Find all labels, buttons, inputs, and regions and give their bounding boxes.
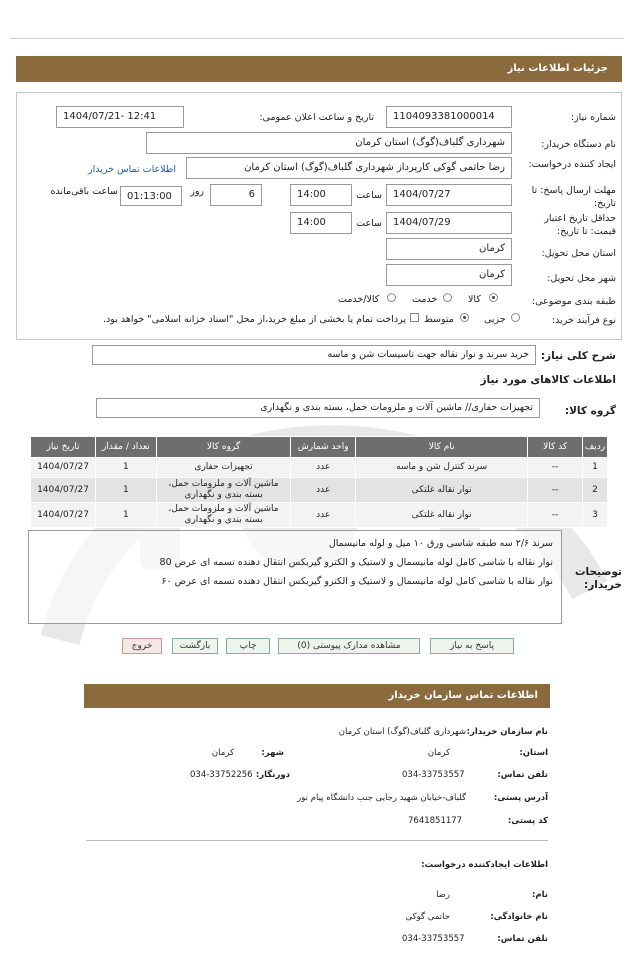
contact-city-value: کرمان: [211, 748, 234, 758]
cell-name: نوار نقاله غلتکی: [356, 503, 528, 528]
province-label: استان محل تحویل:: [541, 248, 616, 259]
process-medium-label: متوسط: [424, 314, 454, 325]
table-row: [31, 503, 608, 528]
summary-label: شرح کلی نیاز:: [540, 350, 616, 362]
process-minor-label: جزیی: [484, 314, 506, 325]
cell-code: --: [528, 503, 583, 528]
table-row: [31, 478, 608, 503]
contact-province-value: کرمان: [427, 748, 450, 758]
category-goods-service-label: کالا/خدمت: [338, 294, 380, 305]
treasury-checkbox[interactable]: [410, 313, 419, 322]
col-group: گروه کالا: [156, 437, 290, 458]
contact-phone-label: تلفن تماس:: [497, 770, 548, 780]
buyer-contact-link[interactable]: اطلاعات تماس خریدار: [87, 164, 176, 175]
category-radio-service[interactable]: [443, 293, 452, 302]
cell-group: ماشین آلات و ملزومات حمل، بسته بندی و نگهداری: [156, 478, 290, 503]
page-title: جزئیات اطلاعات نیاز: [507, 63, 608, 74]
cell-qty: 1: [96, 458, 157, 478]
creator-phone-label: تلفن تماس:: [497, 934, 548, 944]
category-radio-goods[interactable]: [489, 293, 498, 302]
cell-group: تجهیزات حفاری: [156, 458, 290, 478]
day-label: روز: [190, 186, 204, 197]
need-number-field: 1104093381000014: [386, 106, 512, 128]
cell-unit: عدد: [291, 458, 356, 478]
validity-date-field: 1404/07/29: [386, 212, 512, 234]
table-row: [31, 458, 608, 478]
buyer-org-label: نام دستگاه خریدار:: [541, 139, 616, 150]
buyer-note-line: نوار نقاله با شاسی کامل لوله مانیسمال و لاستیک و الکترو گیربکس انتقال دهنده تسمه ای عرض 80: [159, 557, 553, 568]
col-qty: تعداد / مقدار: [96, 437, 157, 458]
category-label: طبقه بندی موضوعی:: [531, 296, 616, 307]
cell-row: 2: [583, 478, 608, 503]
contact-phone-value: 034-33753557: [402, 770, 465, 780]
goods-info-title: اطلاعات کالاهای مورد نیاز: [480, 374, 616, 386]
contact-org-value: شهرداری گلباف(گوگ) استان کرمان: [338, 727, 466, 737]
process-radio-minor[interactable]: [511, 313, 520, 322]
contact-city-label: شهر:: [261, 748, 284, 758]
col-code: کد کالا: [528, 437, 583, 458]
city-label: شهر محل تحویل:: [547, 273, 616, 284]
contact-fax-label: دورنگار:: [255, 770, 290, 780]
buyer-note-line: سرند ۲/۶ سه طبقه شاسی ورق ۱۰ میل و لوله مانیسمال: [328, 538, 553, 549]
contact-header: [84, 684, 550, 708]
category-service-label: خدمت: [412, 294, 438, 305]
goods-group-label: گروه کالا:: [564, 405, 616, 417]
contact-address-label: آدرس پستی:: [493, 793, 548, 803]
cell-date: 1404/07/27: [31, 458, 96, 478]
process-label: نوع فرآیند خرید:: [551, 315, 616, 326]
creator-name-value: رضا: [436, 890, 450, 900]
summary-field: خرید سرند و نوار نقاله جهت تاسیسات شن و ماسه: [92, 345, 536, 365]
buyer-org-field: شهرداری گلباف(گوگ) استان کرمان: [146, 132, 512, 154]
cell-date: 1404/07/27: [31, 478, 96, 503]
validity-time-field: 14:00: [290, 212, 352, 234]
goods-table-wrapper: [30, 436, 608, 528]
validity-label: حداقل تاریخ اعتبار قیمت: تا تاریخ:: [544, 213, 616, 237]
cell-name: سرند کنترل شن و ماسه: [356, 458, 528, 478]
contact-postal-label: کد پستی:: [507, 816, 548, 826]
buyer-notes-label: توضیحات خریدار:: [574, 566, 622, 591]
cell-unit: عدد: [291, 503, 356, 528]
contact-province-label: استان:: [519, 748, 548, 758]
category-goods-label: کالا: [468, 294, 481, 305]
announce-label: تاریخ و ساعت اعلان عمومی:: [259, 112, 374, 123]
cell-row: 1: [583, 458, 608, 478]
category-radio-goods-service[interactable]: [387, 293, 396, 302]
contact-divider: [86, 840, 548, 841]
goods-table-header: [31, 437, 608, 458]
contact-title: اطلاعات تماس سازمان خریدار: [388, 690, 538, 701]
page-header: [16, 56, 622, 82]
validity-time-label: ساعت: [356, 218, 382, 229]
col-date: تاریخ نیاز: [31, 437, 96, 458]
cell-code: --: [528, 458, 583, 478]
creator-phone-value: 034-33753557: [402, 934, 465, 944]
reply-button[interactable]: پاسخ به نیاز: [430, 638, 514, 654]
payment-note: پرداخت تمام یا بخشی از مبلغ خرید،از محل "اسناد خزانه اسلامی" خواهد بود.: [103, 314, 406, 325]
cell-date: 1404/07/27: [31, 503, 96, 528]
creator-label: ایجاد کننده درخواست:: [528, 159, 616, 170]
col-name: نام کالا: [356, 437, 528, 458]
creator-info-title: اطلاعات ایجادکننده درخواست:: [421, 860, 548, 870]
creator-field: رضا حاتمی گوکی کارپرداز شهرداری گلباف(گوگ) استان کرمان: [186, 157, 512, 179]
cell-row: 3: [583, 503, 608, 528]
deadline-date-field: 1404/07/27: [386, 184, 512, 206]
deadline-label: مهلت ارسال پاسخ: تا تاریخ:: [531, 185, 616, 209]
cell-qty: 1: [96, 503, 157, 528]
deadline-time-label: ساعت: [356, 190, 382, 201]
buyer-notes-box: [28, 530, 562, 624]
cell-group: ماشین آلات و ملزومات حمل، بسته بندی و نگهداری: [156, 503, 290, 528]
buyer-note-line: نوار نقاله با شاسی کامل لوله مانیسمال و لاستیک و الکترو گیربکس انتقال دهنده تسمه ای عرض ۶۰: [161, 576, 553, 587]
cell-code: --: [528, 478, 583, 503]
process-radio-medium[interactable]: [460, 313, 469, 322]
remaining-time-field: 01:13:00: [120, 186, 182, 206]
goods-group-field: تجهیزات حفاری// ماشین آلات و ملزومات حمل، بسته بندی و نگهداری: [96, 398, 540, 418]
need-number-label: شماره نیاز:: [570, 112, 616, 123]
creator-family-label: نام خانوادگی:: [490, 912, 548, 922]
top-divider: [10, 38, 624, 39]
creator-name-label: نام:: [531, 890, 548, 900]
contact-address-value: گلباف-خیابان شهید رجایی جنب دانشگاه پیام نور: [297, 793, 466, 803]
attachments-button[interactable]: مشاهده مدارک پیوستی (0): [278, 638, 420, 654]
col-unit: واحد شمارش: [291, 437, 356, 458]
contact-postal-value: 7641851177: [408, 816, 463, 826]
goods-table: [30, 436, 608, 528]
cell-unit: عدد: [291, 478, 356, 503]
cell-name: نوار نقاله غلتکی: [356, 478, 528, 503]
remaining-label: ساعت باقی‌مانده: [50, 186, 118, 197]
province-field: کرمان: [386, 238, 512, 260]
contact-fax-value: 034-33752256: [190, 770, 253, 780]
contact-org-label: نام سازمان خریدار:: [466, 727, 548, 737]
deadline-time-field: 14:00: [290, 184, 352, 206]
city-field: کرمان: [386, 264, 512, 286]
announce-field: 1404/07/21- 12:41: [56, 106, 184, 128]
back-button[interactable]: بازگشت: [172, 638, 218, 654]
cell-qty: 1: [96, 478, 157, 503]
exit-button[interactable]: خروج: [122, 638, 162, 654]
days-field: 6: [210, 184, 262, 206]
creator-family-value: حاتمی گوکی: [405, 912, 450, 922]
print-button[interactable]: چاپ: [226, 638, 270, 654]
col-row: ردیف: [583, 437, 608, 458]
